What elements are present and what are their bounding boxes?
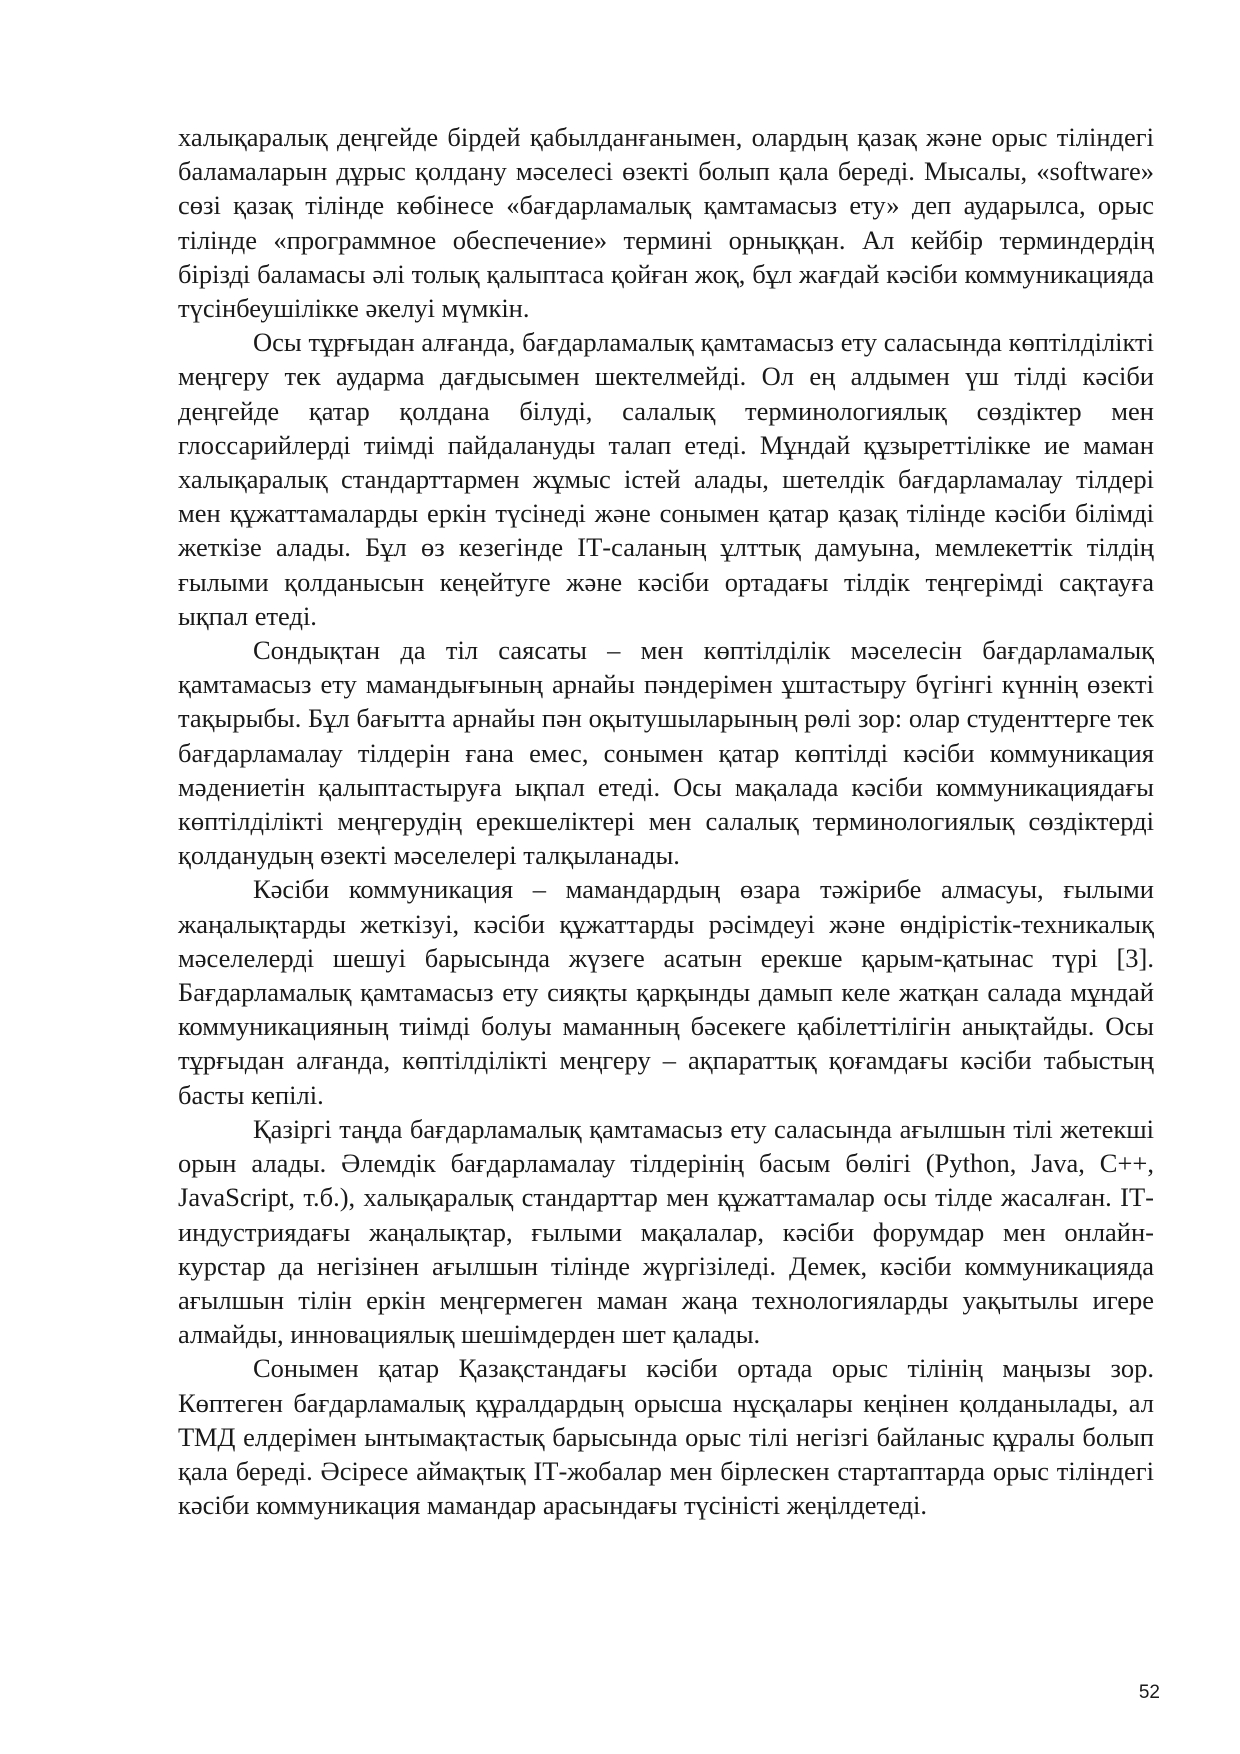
- body-text: [178, 120, 1154, 1522]
- paragraph-language-policy: Сондықтан да тіл саясаты – мен көптілділік мәселесін бағдарламалық қамтамасыз ету мамандығының арнайы пәндерімен ұштастыру бүгінгі күннің өзекті тақырыбы. Бұл бағытта арнайы пән оқытушыларының рөлі зор: олар студенттерге тек бағдарламалау тілдерін ғана емес, сонымен қатар көптілді кәсіби коммуникация мәдениетін қалыптастыруға ықпал етеді. Осы мақалада кәсіби коммуникациядағы көптілділікті меңгерудің ерекшеліктері мен салалық терминологиялық сөздіктерді қолданудың өзекті мәселелері талқыланады.: [178, 635, 1154, 871]
- page-number: 52: [1138, 1682, 1160, 1703]
- paragraph-english-role: Қазіргі таңда бағдарламалық қамтамасыз ету саласында ағылшын тілі жетекші орын алады. Әлемдік бағдарламалау тілдерінің басым бөлігі (Python, Java, C++, JavaScript, т.б.), халықаралық стандарттар мен құжаттамалар осы тілде жасалған. ІТ-индустриядағы жаңалықтар, ғылыми мақалалар, кәсіби форумдар мен онлайн-курстар да негізінен ағылшын тілінде жүргізіледі. Демек, кәсіби коммуникацияда ағылшын тілін еркін меңгермеген маман жаңа технологияларды уақытылы игере алмайды, инновациялық шешімдерден шет қалады.: [178, 1113, 1154, 1350]
- paragraph-professional-communication: Кәсіби коммуникация – мамандардың өзара тәжірибе алмасуы, ғылыми жаңалықтарды жеткізуі, кәсіби құжаттарды рәсімдеуі және өндірістік-техникалық мәселелерді шешуі барысында жүзеге асатын ерекше қарым-қатынас түрі [3]. Бағдарламалық қамтамасыз ету сияқты қарқынды дамып келе жатқан салада мұндай коммуникацияның тиімді болуы маманның бәсекеге қабілеттілігін анықтайды. Осы тұрғыдан алғанда, көптілділікті меңгеру – ақпараттық қоғамдағы кәсіби табыстың басты кепілі.: [178, 874, 1154, 1110]
- paragraph-continuation: халықаралық деңгейде бірдей қабылданғанымен, олардың қазақ және орыс тіліндегі баламаларын дұрыс қолдану мәселесі өзекті болып қала береді. Мысалы, «software» сөзі қазақ тілінде көбінесе «бағдарламалық қамтамасыз ету» деп аударылса, орыс тілінде «программное обеспечение» термині орныққан. Ал кейбір терминдердің бірізді баламасы әлі толық қалыптаса қойған жоқ, бұл жағдай кәсіби коммуникацияда түсінбеушілікке әкелуі мүмкін.: [178, 122, 1154, 324]
- paragraph-russian-role: Сонымен қатар Қазақстандағы кәсіби ортада орыс тілінің маңызы зор. Көптеген бағдарламалық құралдардың орысша нұсқалары кеңінен қолданылады, ал ТМД елдерімен ынтымақтастық барысында орыс тілі негізгі байланыс құралы болып қала береді. Әсіресе аймақтық ІТ-жобалар мен бірлескен стартаптарда орыс тіліндегі кәсіби коммуникация мамандар арасындағы түсіністі жеңілдетеді.: [178, 1353, 1154, 1521]
- paragraph-multilingualism-competence: Осы тұрғыдан алғанда, бағдарламалық қамтамасыз ету саласында көптілділікті меңгеру тек аударма дағдысымен шектелмейді. Ол ең алдымен үш тілді кәсіби деңгейде қатар қолдана білуді, салалық терминологиялық сөздіктер мен глоссарийлерді тиімді пайдалануды талап етеді. Мұндай құзыреттілікке ие маман халықаралық стандарттармен жұмыс істей алады, шетелдік бағдарламалау тілдері мен құжаттамаларды еркін түсінеді және сонымен қатар қазақ тілінде кәсіби білімді жеткізе алады. Бұл өз кезегінде ІТ-саланың ұлттық дамуына, мемлекеттік тілдің ғылыми қолданысын кеңейтуге және кәсіби ортадағы тілдік теңгерімді сақтауға ықпал етеді.: [178, 327, 1154, 631]
